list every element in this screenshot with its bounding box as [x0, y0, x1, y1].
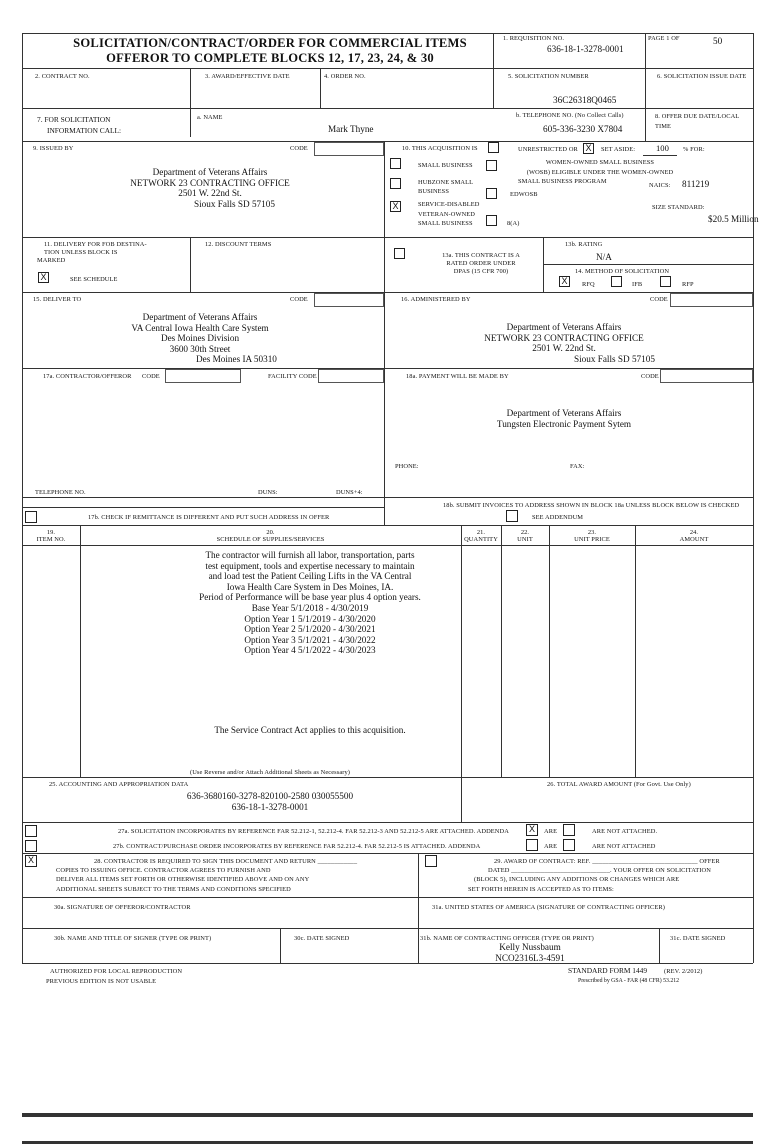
accounting-label: 25. ACCOUNTING AND APPROPRIATION DATA	[49, 781, 189, 788]
remittance-label: 17b. CHECK IF REMITTANCE IS DIFFERENT AND PUT SUCH ADDRESS IN OFFER	[88, 514, 330, 521]
contractor-code-box[interactable]	[165, 369, 241, 383]
payment-code-label: CODE	[641, 373, 659, 380]
27b-are-label: ARE	[544, 843, 558, 850]
duns-label: DUNS:	[258, 489, 278, 496]
contractor-sign-text: 28. CONTRACTOR IS REQUIRED TO SIGN THIS DOCUMENT AND RETURN ____________ COPIES TO ISSUING OFFICE. CONTRACTOR AGREES TO FURNISH AND DELIVER ALL ITEMS SET FORTH OR OTHERWISE IDENTIFIED ABOVE AND ON ANY ADDITIONAL SHEETS SUBJECT TO THE TERMS AND CONDITIONS SPECIFIED	[56, 858, 358, 893]
administered-code-box[interactable]	[670, 293, 753, 307]
duns4-label: DUNS+4:	[336, 489, 363, 496]
ifb-checkbox[interactable]	[611, 276, 622, 287]
edwosb-label: EDWOSB	[510, 191, 538, 198]
requisition-value[interactable]: 636-18-1-3278-0001	[547, 44, 624, 54]
27a-left-checkbox[interactable]	[25, 825, 37, 837]
acquisition-label: 10. THIS ACQUISITION IS	[402, 145, 478, 152]
award-text: 29. AWARD OF CONTRACT: REF. ________________________________ OFFER DATED ______________________________. YOUR OFFER ON SOLICITATION (BLOCK 5), INCLUDING ANY ADDITIONS OR CHANGES WHICH ARE SET FORTH HEREIN IS ACCEPTED AS TO ITEMS:	[468, 858, 720, 893]
payment-address: Department of Veterans Affairs Tungsten Electronic Payment Sytem	[496, 408, 632, 429]
co-name-label: 31b. NAME OF CONTRACTING OFFICER (TYPE OR PRINT)	[420, 935, 594, 942]
payment-divider	[384, 497, 753, 498]
percent-underline	[643, 155, 677, 156]
administered-by-city: Sioux Falls SD 57105	[574, 354, 655, 364]
27a-label: 27a. SOLICITATION INCORPORATES BY REFERENCE FAR 52.212-1, 52.212-4. FAR 52.212-3 AND 52.212-5 ARE ATTACHED. ADDENDA	[118, 828, 509, 835]
administered-code-label: CODE	[650, 296, 668, 303]
footer-authorized: AUTHORIZED FOR LOCAL REPRODUCTION	[50, 968, 183, 975]
issue-date-label: 6. SOLICITATION ISSUE DATE	[657, 73, 747, 80]
rfp-label: RFP	[682, 281, 694, 288]
info-call-label: 7. FOR SOLICITATION INFORMATION CALL:	[37, 115, 122, 135]
issued-by-address: Department of Veterans Affairs NETWORK 23 CONTRACTING OFFICE 2501 W. 22nd St.	[130, 167, 290, 198]
award-checkbox[interactable]	[425, 855, 437, 867]
contact-name[interactable]: Mark Thyne	[328, 124, 374, 134]
27b-label: 27b. CONTRACT/PURCHASE ORDER INCORPORATES BY REFERENCE FAR 52.212-4. FAR 52.212-5 IS ATTACHED. ADDENDA	[113, 843, 481, 850]
delivery-fob-label: 11. DELIVERY FOR FOB DESTINA- TION UNLESS BLOCK IS MARKED	[37, 241, 147, 264]
unrestricted-checkbox[interactable]: X	[583, 143, 594, 154]
payment-fax-label: FAX:	[570, 463, 585, 470]
facility-code-label: FACILITY CODE	[268, 373, 317, 380]
issued-by-label: 9. ISSUED BY	[33, 145, 74, 152]
offer-due-label: 8. OFFER DUE DATE/LOCAL TIME	[655, 113, 740, 130]
27b-left-checkbox[interactable]	[25, 840, 37, 852]
col-schedule-header: 20. SCHEDULE OF SUPPLIES/SERVICES	[216, 529, 325, 543]
award-date-label: 3. AWARD/EFFECTIVE DATE	[205, 73, 290, 80]
27a-are-not-label: ARE NOT ATTACHED.	[592, 828, 658, 835]
set-aside-percent[interactable]: 100	[656, 143, 669, 153]
col-unit-header: 22. UNIT	[517, 529, 533, 543]
deliver-to-label: 15. DELIVER TO	[33, 296, 82, 303]
small-business-label: SMALL BUSINESS	[418, 162, 473, 169]
administered-by-address: Department of Veterans Affairs NETWORK 23 CONTRACTING OFFICE 2501 W. 22nd St.	[484, 322, 644, 353]
requisition-label: 1. REQUISITION NO.	[503, 35, 565, 42]
eight-a-label: 8(A)	[507, 220, 520, 227]
27b-are-not-label: ARE NOT ATTACHED	[592, 843, 656, 850]
hubzone-label: HUBZONE SMALL BUSINESS	[418, 179, 474, 195]
col-quantity-header: 21. QUANTITY	[464, 529, 498, 543]
submit-invoices-label: 18b. SUBMIT INVOICES TO ADDRESS SHOWN IN BLOCK 18a UNLESS BLOCK BELOW IS CHECKED	[443, 502, 740, 509]
27a-are-not-checkbox[interactable]	[563, 824, 575, 836]
facility-code-box[interactable]	[318, 369, 384, 383]
27a-are-label: ARE	[544, 828, 558, 835]
ifb-label: IFB	[632, 281, 643, 288]
see-addendum-label: SEE ADDENDUM	[532, 514, 584, 521]
contracting-officer-name: Kelly Nussbaum NCO2316L3-4591	[495, 942, 565, 963]
issued-by-code-label: CODE	[290, 145, 308, 152]
size-standard-label: SIZE STANDARD:	[652, 204, 705, 211]
co-date-label: 31c. DATE SIGNED	[670, 935, 726, 942]
rfp-checkbox[interactable]	[660, 276, 671, 287]
unrestricted-label: UNRESTRICTED OR	[518, 146, 578, 153]
payment-phone-label: PHONE:	[395, 463, 419, 470]
see-addendum-checkbox[interactable]	[506, 510, 518, 522]
rating-value[interactable]: N/A	[596, 252, 612, 262]
offeror-signature-label: 30a. SIGNATURE OF OFFEROR/CONTRACTOR	[54, 904, 191, 911]
discount-terms-label: 12. DISCOUNT TERMS	[205, 241, 272, 248]
footer-prescribed: Prescribed by GSA - FAR (48 CFR) 53.212	[578, 978, 680, 984]
telephone-underline	[22, 497, 384, 498]
footer-form-name: STANDARD FORM 1449	[568, 966, 648, 975]
telephone-label: b. TELEPHONE NO. (No Collect Calls)	[516, 112, 624, 119]
edwosb-checkbox[interactable]	[486, 188, 497, 199]
page-total: 50	[713, 36, 723, 46]
signer-name-label: 30b. NAME AND TITLE OF SIGNER (TYPE OR PRINT)	[54, 935, 212, 942]
rating-label: 13b. RATING	[565, 241, 603, 248]
see-schedule-checkbox[interactable]: X	[38, 272, 49, 283]
solicitation-no-label: 5. SOLICITATION NUMBER	[508, 73, 589, 80]
acquisition-blank-checkbox[interactable]	[488, 142, 499, 153]
footer-previous-edition: PREVIOUS EDITION IS NOT USABLE	[46, 978, 157, 985]
issued-by-code-box[interactable]	[314, 142, 384, 156]
method-divider	[543, 264, 753, 265]
telephone-value[interactable]: 605-336-3230 X7804	[543, 124, 623, 134]
see-schedule-label: SEE SCHEDULE	[70, 276, 118, 283]
remittance-checkbox[interactable]	[25, 511, 37, 523]
rated-order-checkbox[interactable]	[394, 248, 405, 259]
naics-label: NAICS:	[649, 182, 671, 189]
col-unit-price-header: 23. UNIT PRICE	[574, 529, 610, 543]
payment-code-box[interactable]	[660, 369, 753, 383]
total-award-label: 26. TOTAL AWARD AMOUNT (For Govt. Use Only)	[547, 781, 691, 788]
sdvosb-label: SERVICE-DISABLED VETERAN-OWNED SMALL BUSINESS	[418, 201, 480, 227]
accounting-data: 636-3680160-3278-820100-2580 030055500 636-18-1-3278-0001	[186, 791, 354, 812]
deliver-to-code-box[interactable]	[314, 293, 384, 307]
solicitation-no-value[interactable]: 36C26318Q0465	[553, 95, 617, 105]
rfq-checkbox[interactable]: X	[559, 276, 570, 287]
contractor-sign-checkbox[interactable]: X	[25, 855, 37, 867]
27b-are-checkbox[interactable]	[526, 839, 538, 851]
name-label: a. NAME	[197, 114, 223, 121]
set-aside-label: SET ASIDE:	[601, 146, 636, 153]
col-item-no-header: 19. ITEM NO.	[36, 529, 66, 543]
order-no-label: 4. ORDER NO.	[324, 73, 366, 80]
percent-for-label: % FOR:	[683, 146, 705, 153]
contractor-code-label: CODE	[142, 373, 160, 380]
service-contract-act-note: The Service Contract Act applies to this acquisition.	[214, 725, 406, 735]
issued-by-city: Sioux Falls SD 57105	[194, 199, 275, 209]
naics-value[interactable]: 811219	[682, 179, 710, 189]
27b-are-not-checkbox[interactable]	[563, 839, 575, 851]
eight-a-checkbox[interactable]	[486, 215, 497, 226]
administered-by-label: 16. ADMINISTERED BY	[401, 296, 471, 303]
rated-order-label: 13a. THIS CONTRACT IS A RATED ORDER UNDER DPAS (15 CFR 700)	[442, 252, 520, 276]
payment-label: 18a. PAYMENT WILL BE MADE BY	[406, 373, 509, 380]
deliver-to-address: Department of Veterans Affairs VA Central Iowa Health Care System Des Moines Division 3600 30th Street	[131, 312, 269, 354]
size-standard-value[interactable]: $20.5 Million	[708, 214, 759, 224]
form-title-line1: SOLICITATION/CONTRACT/ORDER FOR COMMERCIAL ITEMS	[73, 36, 467, 50]
wosb-label: WOMEN-OWNED SMALL BUSINESS (WOSB) ELIGIBLE UNDER THE WOMEN-OWNED SMALL BUSINESS PROGRAM	[518, 159, 674, 185]
wosb-checkbox[interactable]	[486, 160, 497, 171]
schedule-description: The contractor will furnish all labor, transportation, parts test equipment, tools and expertise necessary to maintain and load test the Patient Ceiling Lifts in the VA Central Iowa Health Care System in Des Moines, IA. Period of Performance will be base year plus 4 option years. Base Year 5/1/2018 - 4/30/2019 Option Year 1 5/1/2019 - 4/30/2020 Option Year 2 5/1/2020 - 4/30/2021 Option Year 3 5/1/2021 - 4/30/2022 Option Year 4 5/1/2022 - 4/30/2023	[199, 550, 421, 656]
page-label: PAGE 1 OF	[648, 35, 680, 42]
reverse-note: (Use Reverse and/or Attach Additional Sheets as Necessary)	[189, 769, 351, 776]
form-title-line2: OFFEROR TO COMPLETE BLOCKS 12, 17, 23, 24, & 30	[106, 51, 434, 65]
contractor-divider	[22, 507, 384, 508]
telephone-no-label: TELEPHONE NO.	[35, 489, 86, 496]
col-amount-header: 24. AMOUNT	[679, 529, 709, 543]
27a-are-checkbox[interactable]: X	[526, 824, 538, 836]
deliver-to-code-label: CODE	[290, 296, 308, 303]
rfq-label: RFQ	[582, 281, 595, 288]
deliver-to-city: Des Moines IA 50310	[196, 354, 277, 364]
sdvosb-checkbox[interactable]: X	[390, 201, 401, 212]
footer-revision: (REV. 2/2012)	[664, 968, 703, 975]
hubzone-checkbox[interactable]	[390, 178, 401, 189]
method-label: 14. METHOD OF SOLICITATION	[575, 268, 670, 275]
small-business-checkbox[interactable]	[390, 158, 401, 169]
contractor-label: 17a. CONTRACTOR/OFFEROR	[43, 373, 132, 380]
usa-signature-label: 31a. UNITED STATES OF AMERICA (SIGNATURE OF CONTRACTING OFFICER)	[432, 904, 665, 911]
offeror-date-label: 30c. DATE SIGNED	[294, 935, 350, 942]
contract-no-label: 2. CONTRACT NO.	[35, 73, 90, 80]
